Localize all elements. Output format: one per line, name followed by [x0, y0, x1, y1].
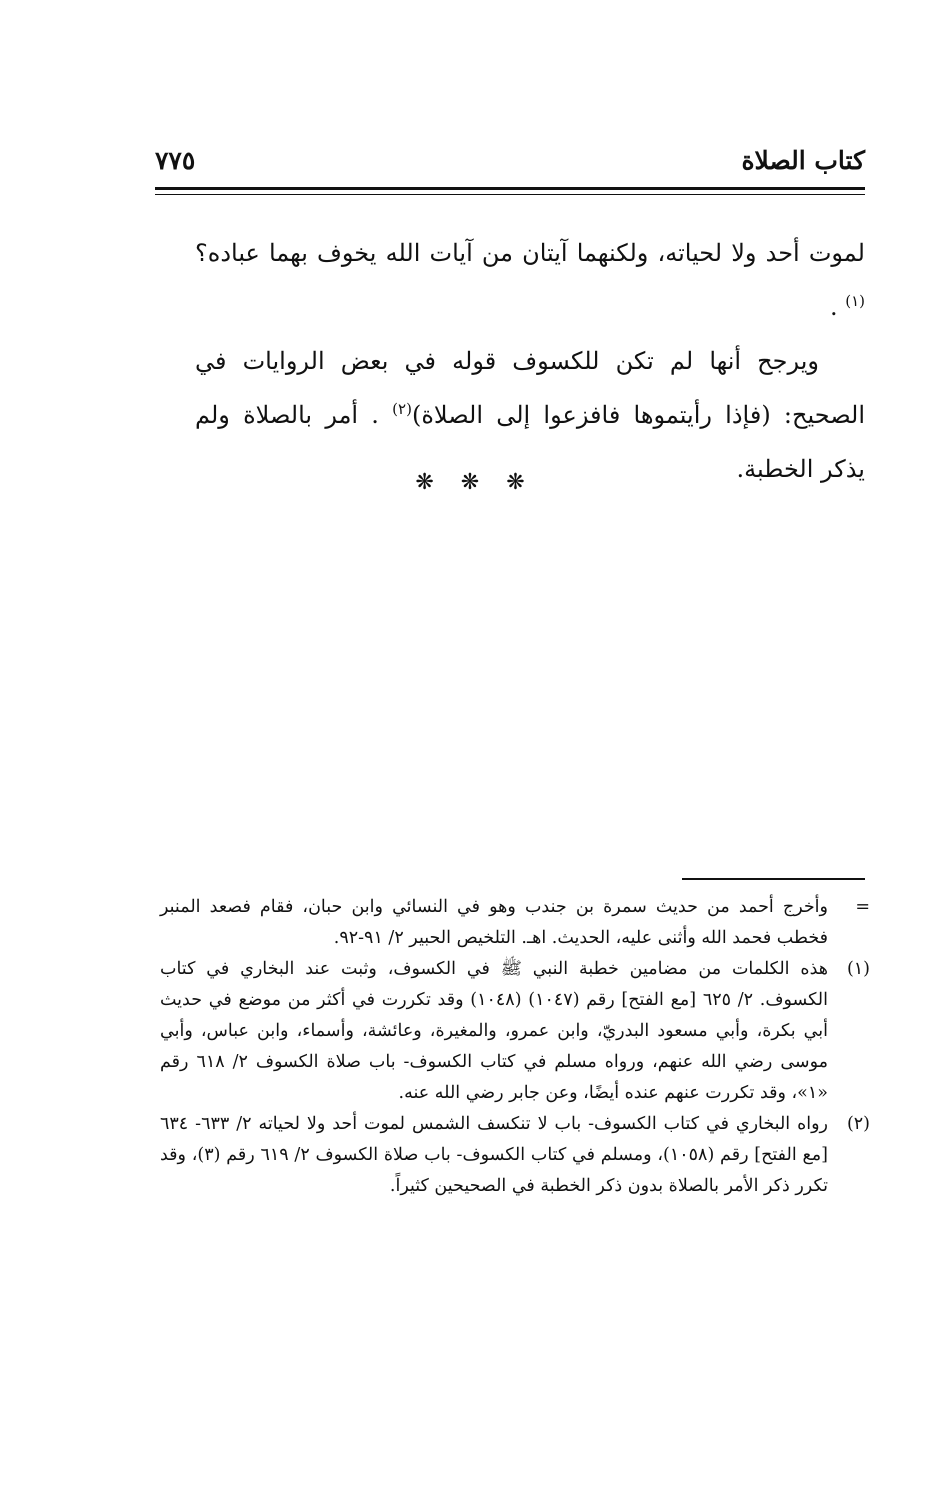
footnote-text: هذه الكلمات من مضامين خطبة النبي ﷺ في الكسوف، وثبت عند البخاري في كتاب الكسوف. ٢/ ٦٢٥ [مع الفتح] رقم (١٠٤٧) (١٠٤٨) وقد تكررت في أكثر من موضع في حديث أبي بكرة، وأبي مسعود البدريّ، وابن عمرو، والمغيرة، وعائشة، وأسماء، وابن عباس، وأبي موسى رضي الله عنهم، ورواه مسلم في كتاب الكسوف- باب صلاة الكسوف ٢/ ٦١٨ رقم «١»، وقد تكررت عنهم عنده أيضًا، وعن جابر رضي الله عنه.	[160, 959, 828, 1103]
footnote	[160, 1109, 870, 1202]
section-separator: ❋ ❋ ❋	[415, 470, 535, 495]
page-number: ٧٧٥	[155, 146, 196, 175]
header-rule-thick	[155, 187, 865, 190]
footnote-marker: =	[855, 897, 870, 917]
footnote-reference: (١)	[845, 292, 865, 310]
footnote-reference: (٢)	[392, 400, 412, 418]
footnotes	[160, 892, 870, 1202]
paragraph	[195, 226, 865, 334]
main-text	[195, 226, 865, 496]
footnote	[160, 954, 870, 1109]
footnote-rule	[682, 878, 865, 880]
paragraph-text: لموت أحد ولا لحياته، ولكنهما آيتان من آيات الله يخوف بهما عباده؟	[195, 239, 865, 267]
footnote-marker: (٢)	[846, 1114, 870, 1134]
running-title: كتاب الصلاة	[741, 146, 865, 175]
footnote-text: رواه البخاري في كتاب الكسوف- باب لا تنكسف الشمس لموت أحد ولا لحياته ٢/ ٦٣٣- ٦٣٤ [مع الفتح] رقم (١٠٥٨)، ومسلم في كتاب الكسوف- باب صلاة الكسوف ٢/ ٦١٩ رقم (٣)، وقد تكرر ذكر الأمر بالصلاة بدون ذكر الخطبة في الصحيحين كثيراً.	[160, 1114, 829, 1196]
paragraph-end: .	[829, 293, 846, 321]
header-rule-thin	[155, 194, 865, 195]
page-header	[155, 140, 865, 182]
footnote-marker: (١)	[846, 959, 870, 979]
paragraph-end: . أمر بالصلاة ولم يذكر الخطبة.	[195, 401, 865, 483]
footnote-text: وأخرج أحمد من حديث سمرة بن جندب وهو في النسائي وابن حبان، فقام فصعد المنبر فخطب فحمد الله وأثنى عليه، الحديث. اهـ. التلخيص الحبير ٢/ ٩١-٩٢.	[160, 897, 828, 948]
paragraph-text: ويرجح أنها لم تكن للكسوف قوله في بعض الروايات في الصحيح: (فإذا رأيتموها فافزعوا إلى الصلاة)	[195, 347, 866, 429]
footnote	[160, 892, 870, 954]
